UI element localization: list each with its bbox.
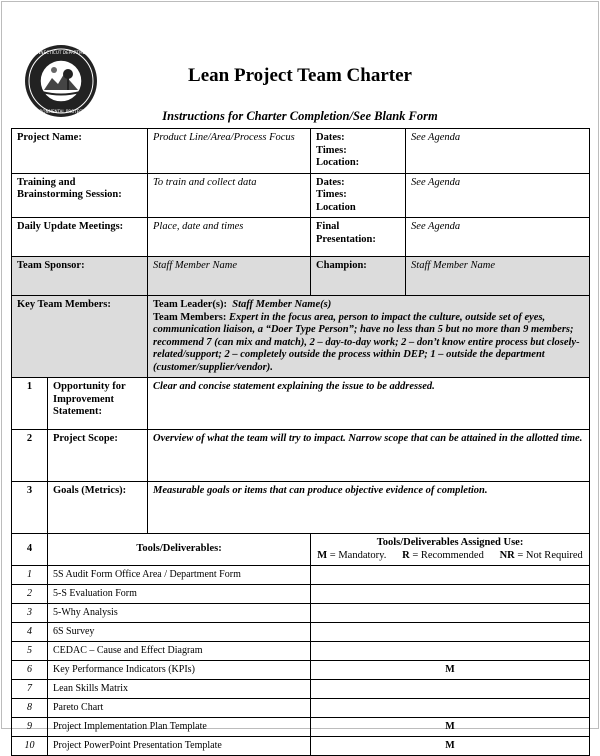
tool-number: 8	[12, 699, 48, 718]
legend-r: = Recommended	[409, 549, 484, 561]
section-text: Measurable goals or items that can produce objective evidence of completion.	[148, 482, 590, 534]
tools-number: 4	[12, 534, 48, 566]
tool-row	[12, 566, 590, 585]
tools-assigned-header	[311, 534, 590, 566]
section-text: Clear and concise statement explaining the issue to be addressed.	[148, 378, 590, 430]
tool-mark	[311, 699, 590, 718]
key-team-row	[12, 296, 590, 378]
training-dates-label: Dates: Times: Location	[311, 173, 406, 218]
tool-name: Lean Skills Matrix	[48, 680, 311, 699]
tool-number: 10	[12, 737, 48, 756]
team-sponsor-value: Staff Member Name	[148, 257, 311, 296]
team-members-label: Team Members:	[153, 311, 227, 323]
section-row-1	[12, 378, 590, 430]
section-number: 3	[12, 482, 48, 534]
team-members-value: Expert in the focus area, person to impact the culture, outside set of eyes, communication liaison, a “Doer Type Person”; have no less than 5 but no more than 9 members; recommend 7 (can mix and match), 2 – day-to-day work; 2 – don’t know entire process but closely-related/support; 2 – completely outside the process within DEP; 1 – outside the department (customer/supplier/vendor).	[153, 311, 580, 373]
team-sponsor-label: Team Sponsor:	[12, 257, 148, 296]
svg-text:CONNECTICUT DEPARTMENT: CONNECTICUT DEPARTMENT	[31, 50, 91, 55]
legend-nr: = Not Required	[514, 549, 583, 561]
daily-update-row	[12, 218, 590, 257]
tool-name: Project PowerPoint Presentation Template	[48, 737, 311, 756]
legend-r-key: R	[402, 549, 410, 561]
tool-row	[12, 680, 590, 699]
sponsor-row	[12, 257, 590, 296]
tool-row	[12, 661, 590, 680]
legend-nr-key: NR	[499, 549, 515, 561]
tool-number: 5	[12, 642, 48, 661]
training-dates-value: See Agenda	[406, 173, 590, 218]
final-presentation-label: Final Presentation:	[311, 218, 406, 257]
champion-label: Champion:	[311, 257, 406, 296]
tool-number: 1	[12, 566, 48, 585]
page-subtitle: Instructions for Charter Completion/See Blank Form	[162, 109, 438, 123]
project-dates-value: See Agenda	[406, 129, 590, 174]
tool-mark	[311, 680, 590, 699]
tool-number: 4	[12, 623, 48, 642]
project-name-label: Project Name:	[12, 129, 148, 174]
daily-update-label: Daily Update Meetings:	[12, 218, 148, 257]
section-number: 1	[12, 378, 48, 430]
tool-mark: M	[311, 718, 590, 737]
tool-name: Project Implementation Plan Template	[48, 718, 311, 737]
tool-number: 9	[12, 718, 48, 737]
tool-name: 6S Survey	[48, 623, 311, 642]
section-row-3	[12, 482, 590, 534]
charter-table	[11, 128, 590, 756]
tool-row	[12, 642, 590, 661]
tool-mark: M	[311, 661, 590, 680]
champion-value: Staff Member Name	[406, 257, 590, 296]
svg-text:ENVIRONMENTAL PROTECTION: ENVIRONMENTAL PROTECTION	[30, 109, 92, 114]
section-text: Overview of what the team will try to impact. Narrow scope that can be attained in the allotted time.	[148, 430, 590, 482]
tool-row	[12, 699, 590, 718]
section-row-2	[12, 430, 590, 482]
section-label: Goals (Metrics):	[48, 482, 148, 534]
tool-number: 3	[12, 604, 48, 623]
tool-name: CEDAC – Cause and Effect Diagram	[48, 642, 311, 661]
tools-label: Tools/Deliverables:	[48, 534, 311, 566]
training-row	[12, 173, 590, 218]
tool-row	[12, 718, 590, 737]
tool-name: Pareto Chart	[48, 699, 311, 718]
tool-row	[12, 585, 590, 604]
key-team-label: Key Team Members:	[12, 296, 148, 378]
training-value: To train and collect data	[148, 173, 311, 218]
team-leader-label: Team Leader(s):	[153, 299, 227, 310]
tool-mark: M	[311, 737, 590, 756]
tool-name: 5-Why Analysis	[48, 604, 311, 623]
tool-number: 7	[12, 680, 48, 699]
project-dates-label: Dates: Times: Location:	[311, 129, 406, 174]
tool-number: 6	[12, 661, 48, 680]
tool-mark	[311, 623, 590, 642]
tool-number: 2	[12, 585, 48, 604]
project-name-value: Product Line/Area/Process Focus	[148, 129, 311, 174]
tool-name: Key Performance Indicators (KPIs)	[48, 661, 311, 680]
tool-mark	[311, 566, 590, 585]
final-presentation-value: See Agenda	[406, 218, 590, 257]
legend-m-key: M	[317, 549, 328, 561]
tools-assigned-title: Tools/Deliverables Assigned Use:	[376, 537, 524, 548]
tool-name: 5S Audit Form Office Area / Department Form	[48, 566, 311, 585]
tool-name: 5-S Evaluation Form	[48, 585, 311, 604]
project-name-row	[12, 129, 590, 174]
training-label: Training and Brainstorming Session:	[12, 173, 148, 218]
page-title: Lean Project Team Charter	[188, 65, 412, 86]
legend-m: = Mandatory.	[327, 549, 387, 561]
section-label: Opportunity for Improvement Statement:	[48, 378, 148, 430]
tool-mark	[311, 642, 590, 661]
section-number: 2	[12, 430, 48, 482]
team-leader-value: Staff Member Name(s)	[232, 299, 332, 310]
tool-mark	[311, 585, 590, 604]
daily-update-value: Place, date and times	[148, 218, 311, 257]
key-team-details	[148, 296, 590, 378]
tools-legend	[316, 550, 584, 563]
tool-row	[12, 623, 590, 642]
tool-row	[12, 604, 590, 623]
tool-row	[12, 737, 590, 756]
section-label: Project Scope:	[48, 430, 148, 482]
tool-mark	[311, 604, 590, 623]
tools-header-row	[12, 534, 590, 566]
